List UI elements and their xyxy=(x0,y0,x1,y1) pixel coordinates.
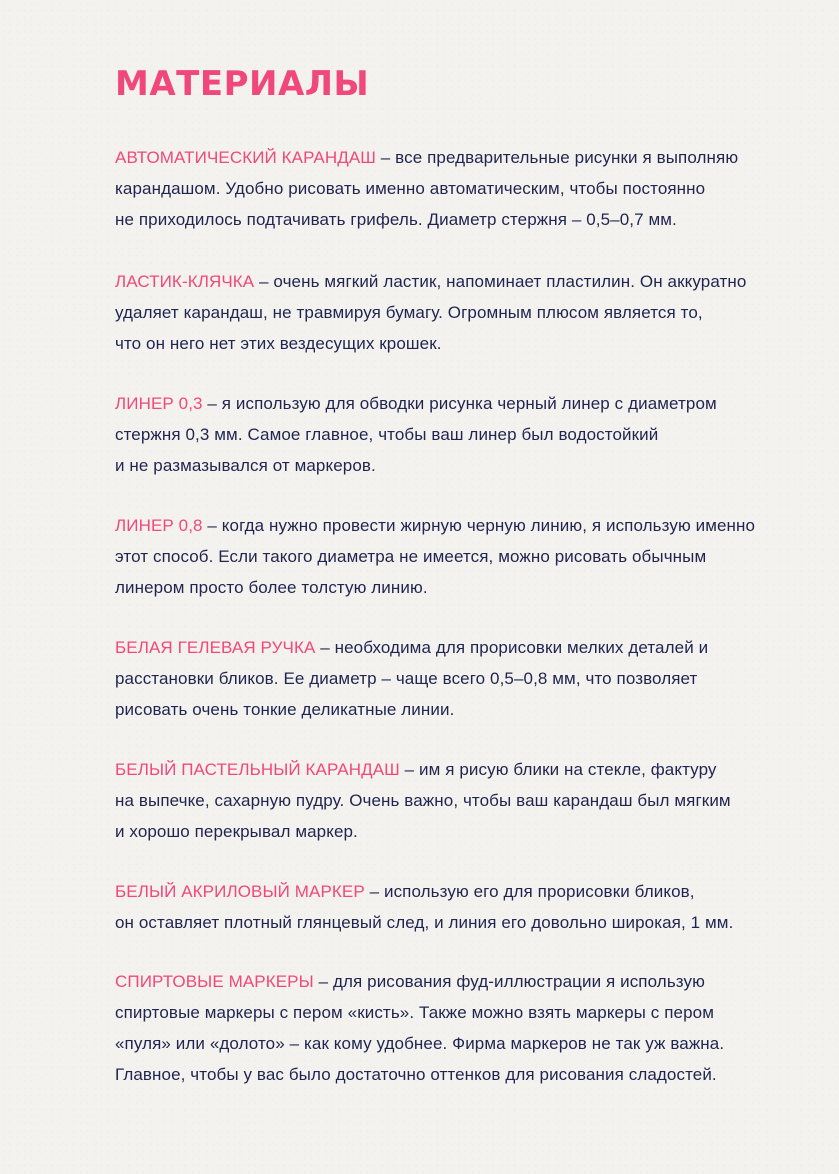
material-section xyxy=(115,510,805,603)
material-line xyxy=(115,173,805,204)
term-dash: – xyxy=(202,516,222,535)
material-description: и хорошо перекрывал маркер. xyxy=(115,822,358,841)
material-section xyxy=(115,754,805,847)
material-section xyxy=(115,142,805,235)
material-line xyxy=(115,907,805,938)
materials-page xyxy=(115,58,805,110)
material-line xyxy=(115,876,805,907)
material-line xyxy=(115,754,805,785)
term-dash: – xyxy=(364,882,384,901)
material-description: Главное, чтобы у вас было достаточно оттенков для рисования сладостей. xyxy=(115,1065,717,1084)
material-section xyxy=(115,266,805,359)
material-description: рисовать очень тонкие деликатные линии. xyxy=(115,700,455,719)
material-description: он оставляет плотный глянцевый след, и линия его довольно широкая, 1 мм. xyxy=(115,913,734,932)
material-line xyxy=(115,694,805,725)
material-description: все предварительные рисунки я выполняю xyxy=(395,148,739,167)
material-section xyxy=(115,388,805,481)
material-line xyxy=(115,541,805,572)
material-description: использую его для прорисовки бликов, xyxy=(383,882,695,901)
material-line xyxy=(115,785,805,816)
material-line xyxy=(115,997,805,1028)
material-description: расстановки бликов. Ее диаметр – чаще всего 0,5–0,8 мм, что позволяет xyxy=(115,669,698,688)
material-line xyxy=(115,663,805,694)
material-term: ЛИНЕР 0,3 xyxy=(115,394,203,413)
material-description: и не размазывался от маркеров. xyxy=(115,456,376,475)
material-description: я использую для обводки рисунка черный линер с диаметром xyxy=(221,394,717,413)
term-dash: – xyxy=(202,394,222,413)
material-description: им я рисую блики на стекле, фактуру xyxy=(419,760,717,779)
term-dash: – xyxy=(315,638,335,657)
material-term: АВТОМАТИЧЕСКИЙ КАРАНДАШ xyxy=(115,148,376,167)
material-description: необходима для прорисовки мелких деталей и xyxy=(334,638,709,657)
material-description: стержня 0,3 мм. Самое главное, чтобы ваш линер был водостойкий xyxy=(115,425,659,444)
material-section xyxy=(115,966,805,1090)
material-description: очень мягкий ластик, напоминает пластилин. Он аккуратно xyxy=(273,272,747,291)
material-line xyxy=(115,328,805,359)
material-term: ЛАСТИК-КЛЯЧКА xyxy=(115,272,255,291)
material-description: «пуля» или «долото» – как кому удобнее. Фирма маркеров не так уж важна. xyxy=(115,1034,725,1053)
material-line xyxy=(115,450,805,481)
material-section xyxy=(115,876,805,938)
material-term: БЕЛЫЙ ПАСТЕЛЬНЫЙ КАРАНДАШ xyxy=(115,760,400,779)
material-description: линером просто более толстую линию. xyxy=(115,578,428,597)
material-description: карандашом. Удобно рисовать именно автоматическим, чтобы постоянно xyxy=(115,179,706,198)
material-description: для рисования фуд-иллюстрации я использую xyxy=(332,972,705,991)
material-line xyxy=(115,204,805,235)
term-dash: – xyxy=(313,972,333,991)
term-dash: – xyxy=(375,148,396,167)
material-term: БЕЛАЯ ГЕЛЕВАЯ РУЧКА xyxy=(115,638,316,657)
material-description: когда нужно провести жирную черную линию, я использую именно xyxy=(221,516,756,535)
material-description: что он него нет этих вездесущих крошек. xyxy=(115,334,442,353)
material-line xyxy=(115,1059,805,1090)
material-description: спиртовые маркеры с пером «кисть». Также можно взять маркеры с пером xyxy=(115,1003,714,1022)
material-description: удаляет карандаш, не травмируя бумагу. Огромным плюсом является то, xyxy=(115,303,703,322)
material-line xyxy=(115,266,805,297)
material-term: СПИРТОВЫЕ МАРКЕРЫ xyxy=(115,972,314,991)
material-description: на выпечке, сахарную пудру. Очень важно, чтобы ваш карандаш был мягким xyxy=(115,791,731,810)
material-line xyxy=(115,816,805,847)
material-description: не приходилось подтачивать грифель. Диаметр стержня – 0,5–0,7 мм. xyxy=(115,210,677,229)
page-title: МАТЕРИАЛЫ xyxy=(115,64,370,104)
material-line xyxy=(115,388,805,419)
material-line xyxy=(115,510,805,541)
material-term: БЕЛЫЙ АКРИЛОВЫЙ МАРКЕР xyxy=(115,882,365,901)
material-line xyxy=(115,632,805,663)
term-dash: – xyxy=(254,272,274,291)
term-dash: – xyxy=(399,760,420,779)
material-term: ЛИНЕР 0,8 xyxy=(115,516,203,535)
material-line xyxy=(115,419,805,450)
material-description: этот способ. Если такого диаметра не имеется, можно рисовать обычным xyxy=(115,547,707,566)
material-section xyxy=(115,632,805,725)
material-line xyxy=(115,1028,805,1059)
material-line xyxy=(115,572,805,603)
material-line xyxy=(115,142,805,173)
material-line xyxy=(115,297,805,328)
material-line xyxy=(115,966,805,997)
